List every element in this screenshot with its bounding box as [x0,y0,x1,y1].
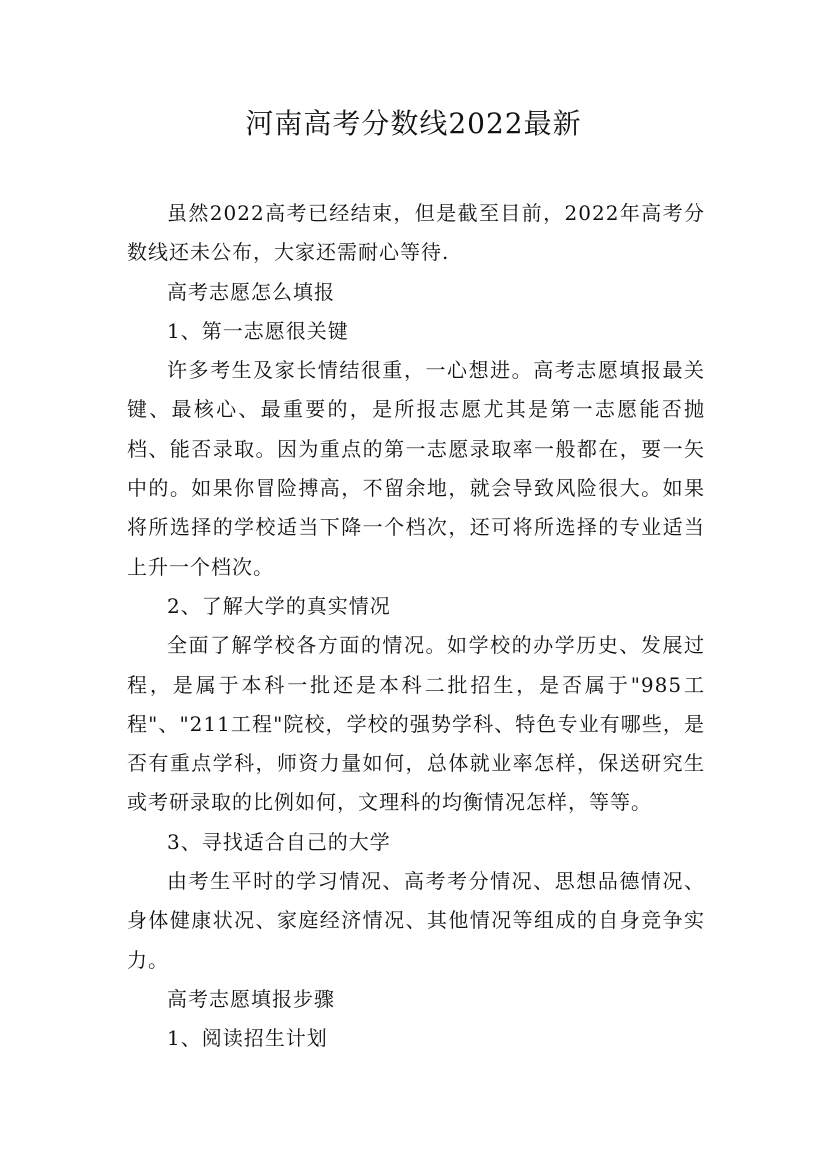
body-paragraph: 许多考生及家长情结很重，一心想进。高考志愿填报最关键、最核心、最重要的，是所报志愿尤其是第一志愿能否抛档、能否录取。因为重点的第一志愿录取率一般都在，要一矢中的。如果你冒险搏高，不留余地，就会导致风险很大。如果将所选择的学校适当下降一个档次，还可将所选择的专业适当上升一个档次。 [127,358,705,579]
section-heading: 高考志愿怎么填报 [167,279,335,304]
subheading: 2、了解大学的真实情况 [167,593,391,618]
document-body [127,194,705,1059]
body-paragraph: 全面了解学校各方面的情况。如学校的办学历史、发展过程，是属于本科一批还是本科二批招生，是否属于"985工程"、"211工程"院校，学校的强势学科、特色专业有哪些，是否有重点学科，师资力量如何，总体就业率怎样，保送研究生或考研录取的比例如何，文理科的均衡情况怎样，等等。 [127,633,705,815]
intro-paragraph: 虽然2022高考已经结束，但是截至目前，2022年高考分数线还未公布，大家还需耐心等待. [127,201,705,265]
body-paragraph: 由考生平时的学习情况、高考考分情况、思想品德情况、身体健康状况、家庭经济情况、其他情况等组成的自身竞争实力。 [127,869,705,972]
document-title: 河南高考分数线2022最新 [245,107,582,140]
subheading: 1、阅读招生计划 [167,1026,328,1051]
subheading: 3、寻找适合自己的大学 [167,829,391,854]
subheading: 1、第一志愿很关键 [167,318,349,343]
section-heading: 高考志愿填报步骤 [167,986,335,1011]
